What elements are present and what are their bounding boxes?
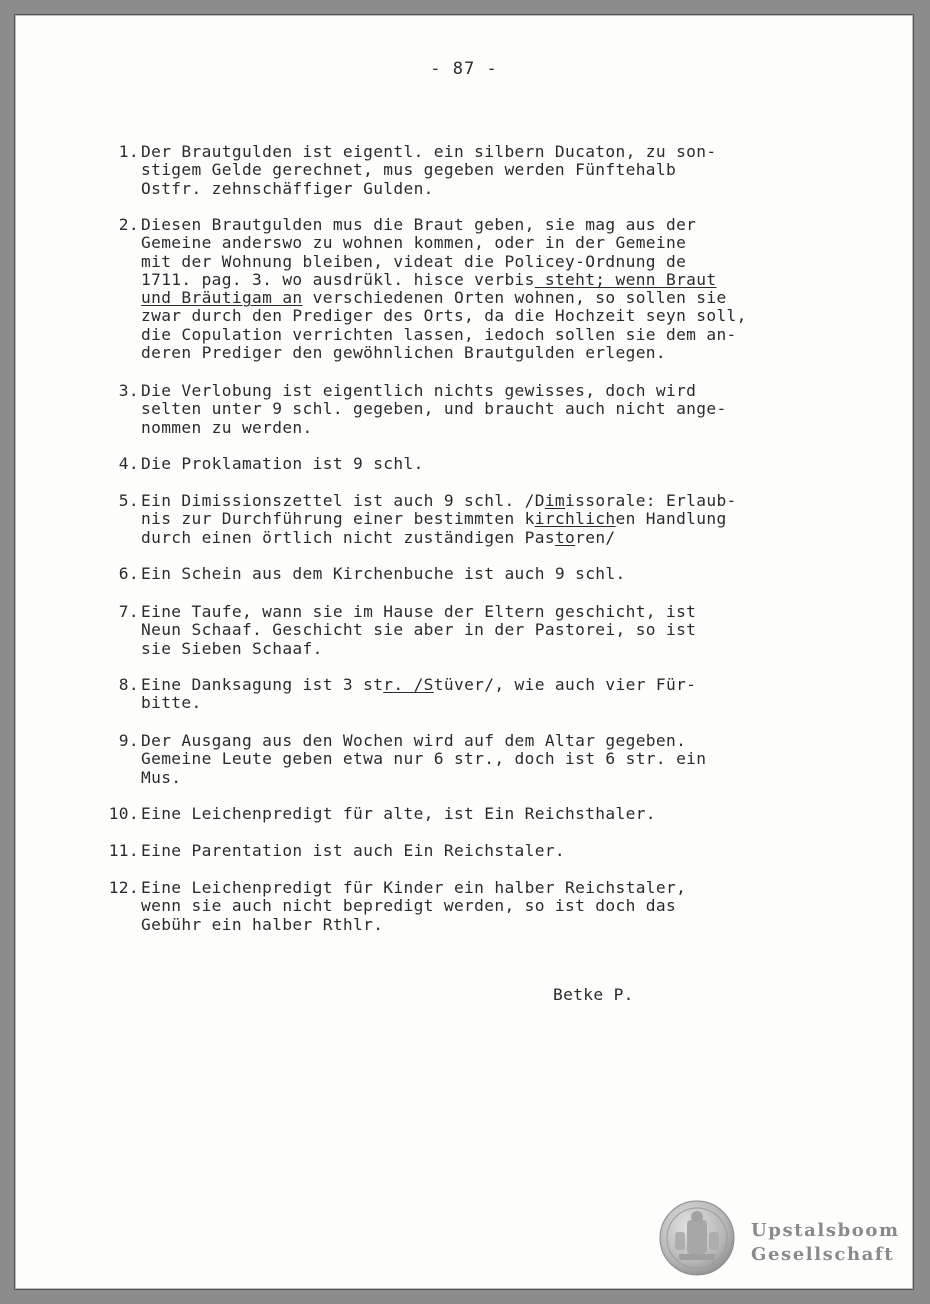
list-item-text <box>141 492 824 547</box>
text-line: wenn sie auch nicht bepredigt werden, so ist doch das <box>141 896 677 916</box>
list-item-number: 2. <box>118 215 139 234</box>
text-segment: nis zur Durchführung einer bestimmten k <box>141 509 535 529</box>
list-item <box>104 732 824 787</box>
list-item <box>104 676 824 713</box>
text-line <box>141 492 824 510</box>
text-line: zwar durch den Prediger des Orts, da die Hochzeit seyn soll, <box>141 306 747 326</box>
list-item-number: 8. <box>118 675 139 694</box>
list-item-number: 12. <box>108 878 139 897</box>
list-item-number: 4. <box>118 454 139 473</box>
text-line <box>141 289 824 307</box>
list-item-text <box>141 216 824 362</box>
list-item-number: 6. <box>118 564 139 583</box>
list-item <box>104 842 824 860</box>
underlined-segment: steht; wenn Braut <box>534 269 717 289</box>
text-line: die Copulation verrichten lassen, iedoch sollen sie dem an- <box>141 324 737 344</box>
society-seal-icon <box>659 1200 735 1276</box>
text-line: Eine Leichenpredigt für alte, ist Ein Reichsthaler. <box>141 804 656 823</box>
text-segment: ren/ <box>575 527 616 547</box>
text-line: Gemeine Leute geben etwa nur 6 str., doch ist 6 str. ein <box>141 749 707 769</box>
text-line <box>141 510 824 528</box>
list-item-number: 11. <box>108 841 139 860</box>
text-segment: Eine Danksagung ist 3 st <box>141 675 384 694</box>
underlined-segment: to <box>554 527 576 547</box>
text-line: Die Proklamation ist 9 schl. <box>141 454 424 473</box>
list-item-text <box>141 603 824 658</box>
underlined-segment: und Bräutigam an <box>141 288 303 308</box>
text-line: sie Sieben Schaaf. <box>141 638 323 658</box>
text-line: Eine Parentation ist auch Ein Reichstaler. <box>141 841 566 860</box>
seal-label <box>751 1219 911 1267</box>
list-item-number: 3. <box>118 381 139 400</box>
list-item-text <box>141 676 824 713</box>
text-line: Diesen Brautgulden mus die Braut geben, sie mag aus der <box>141 215 697 234</box>
page-number: - 87 - <box>430 59 498 79</box>
signature: Betke P. <box>553 985 634 1004</box>
list-item-text <box>141 732 824 787</box>
list-item-text <box>141 143 824 198</box>
list-item-number: 9. <box>118 731 139 750</box>
text-segment: en Handlung <box>615 509 727 529</box>
list-item-number: 5. <box>118 491 139 510</box>
text-line: Mus. <box>141 767 182 787</box>
list-item-number: 7. <box>118 602 139 621</box>
text-segment: tüver/, wie auch vier Für- <box>433 675 697 694</box>
text-line <box>141 676 824 694</box>
list-item <box>104 879 824 934</box>
text-line: Ostfr. zehnschäffiger Gulden. <box>141 178 434 198</box>
text-line <box>141 529 824 547</box>
text-line: Neun Schaaf. Geschicht sie aber in der Pastorei, so ist <box>141 620 697 640</box>
list-item <box>104 565 824 583</box>
text-segment: issorale: Erlaub- <box>565 491 737 510</box>
text-line: nommen zu werden. <box>141 417 313 437</box>
text-segment: durch einen örtlich nicht zuständigen Pas <box>141 527 555 547</box>
list-item <box>104 603 824 658</box>
text-line: bitte. <box>141 693 202 713</box>
text-line: stigem Gelde gerechnet, mus gegeben werden Fünftehalb <box>141 160 677 180</box>
list-item <box>104 216 824 362</box>
seal-label-line1: Upstalsboom <box>751 1220 900 1241</box>
text-line: mit der Wohnung bleiben, videat die Policey-Ordnung de <box>141 251 687 271</box>
list-item-number: 10. <box>108 804 139 823</box>
list-item-text <box>141 565 824 583</box>
text-segment: verschiedenen Orten wohnen, so sollen sie <box>302 288 727 308</box>
text-line: Gemeine anderswo zu wohnen kommen, oder in der Gemeine <box>141 233 687 253</box>
list-item-number: 1. <box>118 142 139 161</box>
text-line: Eine Taufe, wann sie im Hause der Eltern geschicht, ist <box>141 602 697 621</box>
list-item-text <box>141 455 824 473</box>
text-line: Eine Leichenpredigt für Kinder ein halber Reichstaler, <box>141 878 687 897</box>
list-item-text <box>141 879 824 934</box>
text-line: Die Verlobung ist eigentlich nichts gewisses, doch wird <box>141 381 697 400</box>
underlined-segment: im <box>544 491 566 510</box>
list-item-text <box>141 805 824 823</box>
document-page <box>14 14 914 1290</box>
text-line: deren Prediger den gewöhnlichen Brautgulden erlegen. <box>141 343 666 363</box>
list-item-text <box>141 842 824 860</box>
list-item <box>104 455 824 473</box>
list-item <box>104 143 824 198</box>
text-line: Ein Schein aus dem Kirchenbuche ist auch 9 schl. <box>141 564 626 583</box>
text-segment: 1711. pag. 3. wo ausdrükl. hisce verbis <box>141 269 535 289</box>
list-item <box>104 805 824 823</box>
list-item <box>104 492 824 547</box>
text-line <box>141 271 824 289</box>
text-line: selten unter 9 schl. gegeben, und braucht auch nicht ange- <box>141 399 727 419</box>
underlined-segment: r. /S <box>383 675 434 694</box>
list-item <box>104 382 824 437</box>
seal-label-line2: Gesellschaft <box>751 1244 895 1265</box>
list-item-text <box>141 382 824 437</box>
text-line: Der Ausgang aus den Wochen wird auf dem Altar gegeben. <box>141 731 687 750</box>
text-segment: Ein Dimissionszettel ist auch 9 schl. /D <box>141 491 545 510</box>
text-line: Gebühr ein halber Rthlr. <box>141 914 384 934</box>
text-line: Der Brautgulden ist eigentl. ein silbern Ducaton, zu son- <box>141 142 717 161</box>
underlined-segment: irchlich <box>534 509 616 529</box>
